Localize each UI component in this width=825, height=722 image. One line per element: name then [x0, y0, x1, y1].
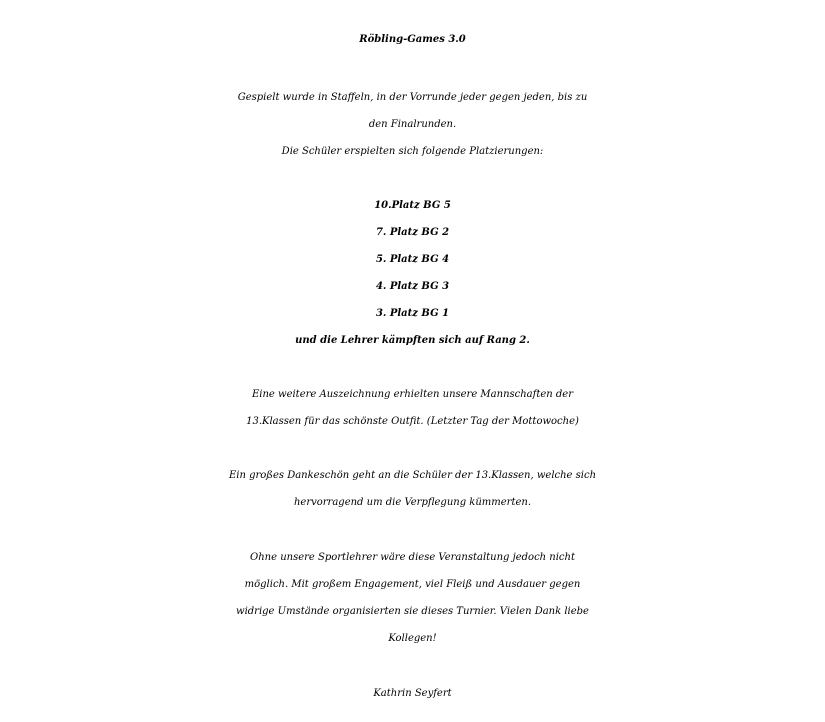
teachers-line-1: Ohne unsere Sportlehrer wäre diese Veranstaltung jedoch nicht — [250, 552, 575, 563]
teachers-rank-line: und die Lehrer kämpften sich auf Rang 2. — [295, 335, 530, 346]
intro-line-1: Gespielt wurde in Staffeln, in der Vorrunde jeder gegen jeden, bis zu — [237, 92, 588, 103]
teachers-line-4: Kollegen! — [388, 633, 437, 644]
teachers-line-2: möglich. Mit großem Engagement, viel Fleiß und Ausdauer gegen — [244, 579, 581, 590]
placement-line: 4. Platz BG 3 — [375, 281, 450, 292]
outfit-line-1: Eine weitere Auszeichnung erhielten unsere Mannschaften der — [251, 389, 574, 400]
thanks-line-2: hervorragend um die Verpflegung kümmerten. — [293, 497, 532, 508]
thanks-line-1: Ein großes Dankeschön geht an die Schüler der 13.Klassen, welche sich — [228, 470, 597, 481]
placement-line: 5. Platz BG 4 — [375, 254, 450, 265]
placement-line: 3. Platz BG 1 — [375, 308, 450, 319]
page-title: Röbling-Games 3.0 — [359, 34, 466, 45]
signature: Kathrin Seyfert — [373, 688, 452, 699]
placement-line: 10.Platz BG 5 — [374, 200, 451, 211]
teachers-line-3: widrige Umstände organisierten sie dieses Turnier. Vielen Dank liebe — [236, 606, 589, 617]
intro-line-3: Die Schüler erspielten sich folgende Platzierungen: — [281, 146, 544, 157]
placement-line: 7. Platz BG 2 — [375, 227, 450, 238]
outfit-line-2: 13.Klassen für das schönste Outfit. (Letzter Tag der Mottowoche) — [246, 416, 579, 427]
intro-line-2: den Finalrunden. — [368, 119, 457, 130]
